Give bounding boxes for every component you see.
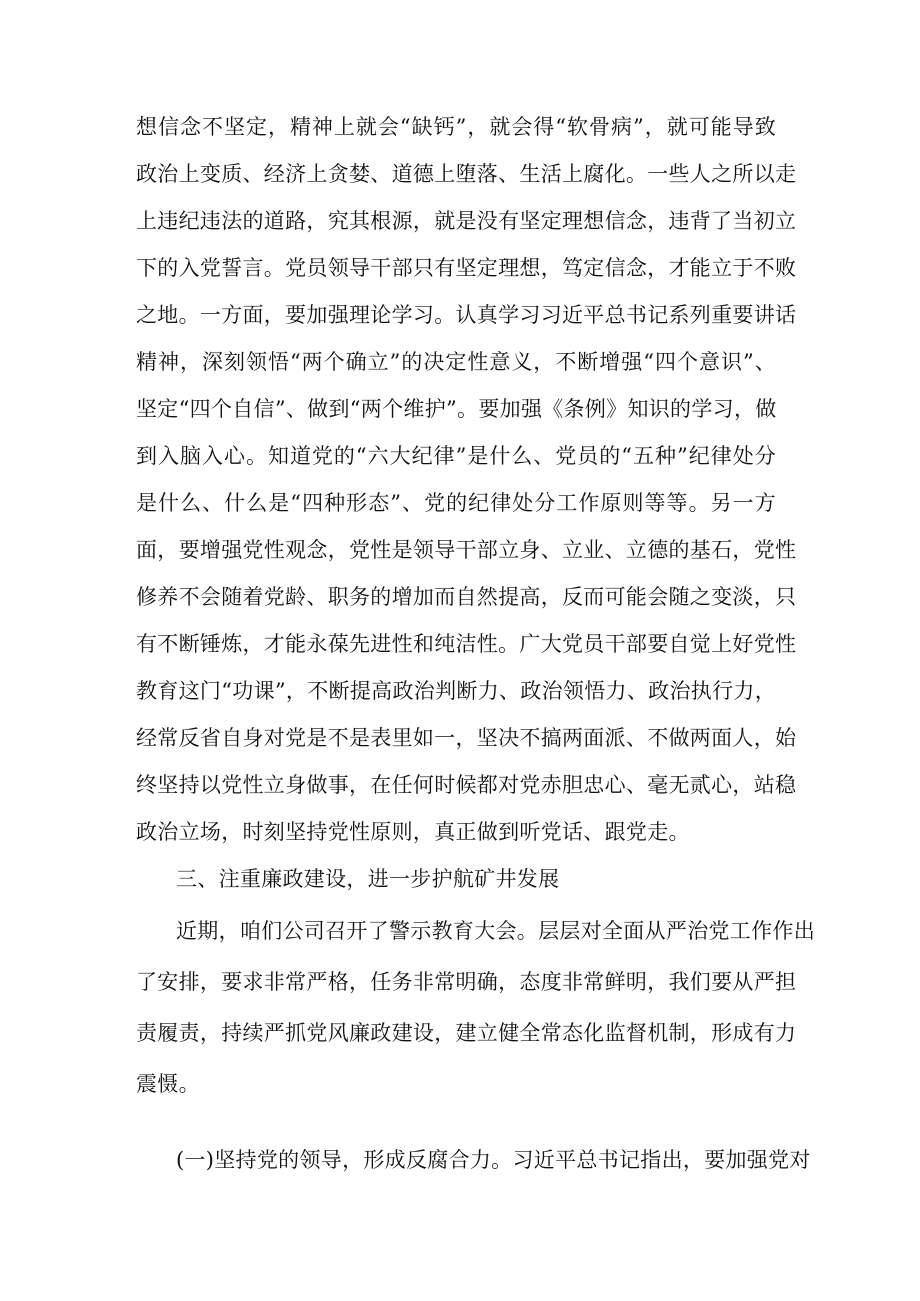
body-line: 震慑。 — [136, 1072, 200, 1096]
body-line: 有不断锤炼，才能永葆先进性和纯洁性。广大党员干部要自觉上好党性 — [136, 632, 797, 656]
body-line: 是什么、什么是“四种形态”、党的纪律处分工作原则等等。另一方 — [136, 491, 776, 515]
body-line: 到入脑入心。知道党的“六大纪律”是什么、党员的“五种”纪律处分 — [136, 444, 776, 468]
body-line: 想信念不坚定，精神上就会“缺钙”，就会得“软骨病”，就可能导致 — [136, 115, 776, 139]
body-line: 精神，深刻领悟“两个确立”的决定性意义，不断增强“四个意识”、 — [136, 350, 776, 374]
body-line: (一)坚持党的领导，形成反腐合力。习近平总书记指出，要加强党对 — [176, 1148, 811, 1172]
body-line: 面，要增强党性观念，党性是领导干部立身、立业、立德的基石，党性 — [136, 538, 797, 562]
body-line: 政治上变质、经济上贪婪、道德上堕落、生活上腐化。一些人之所以走 — [136, 162, 797, 186]
body-line: 修养不会随着党龄、职务的增加而自然提高，反而可能会随之变淡，只 — [136, 585, 797, 609]
section-heading: 三、注重廉政建设，进一步护航矿井发展 — [176, 867, 560, 891]
body-line: 下的入党誓言。党员领导干部只有坚定理想，笃定信念，才能立于不败 — [136, 256, 797, 280]
body-line: 上违纪违法的道路，究其根源，就是没有坚定理想信念，违背了当初立 — [136, 209, 797, 233]
body-line: 责履责，持续严抓党风廉政建设，建立健全常态化监督机制，形成有力 — [136, 1021, 797, 1045]
body-line: 终坚持以党性立身做事，在任何时候都对党赤胆忠心、毫无贰心，站稳 — [136, 773, 797, 797]
body-line: 之地。一方面，要加强理论学习。认真学习习近平总书记系列重要讲话 — [136, 303, 797, 327]
body-line: 了安排，要求非常严格，任务非常明确，态度非常鲜明，我们要从严担 — [136, 970, 797, 994]
body-line: 近期，咱们公司召开了警示教育大会。层层对全面从严治党工作作出 — [176, 919, 815, 943]
body-line: 坚定“四个自信”、做到“两个维护”。要加强《条例》知识的学习，做 — [136, 397, 777, 421]
body-line: 教育这门“功课”，不断提高政治判断力、政治领悟力、政治执行力， — [136, 679, 776, 703]
body-line: 政治立场，时刻坚持党性原则，真正做到听党话、跟党走。 — [136, 820, 690, 844]
body-line: 经常反省自身对党是不是表里如一，坚决不搞两面派、不做两面人，始 — [136, 726, 797, 750]
